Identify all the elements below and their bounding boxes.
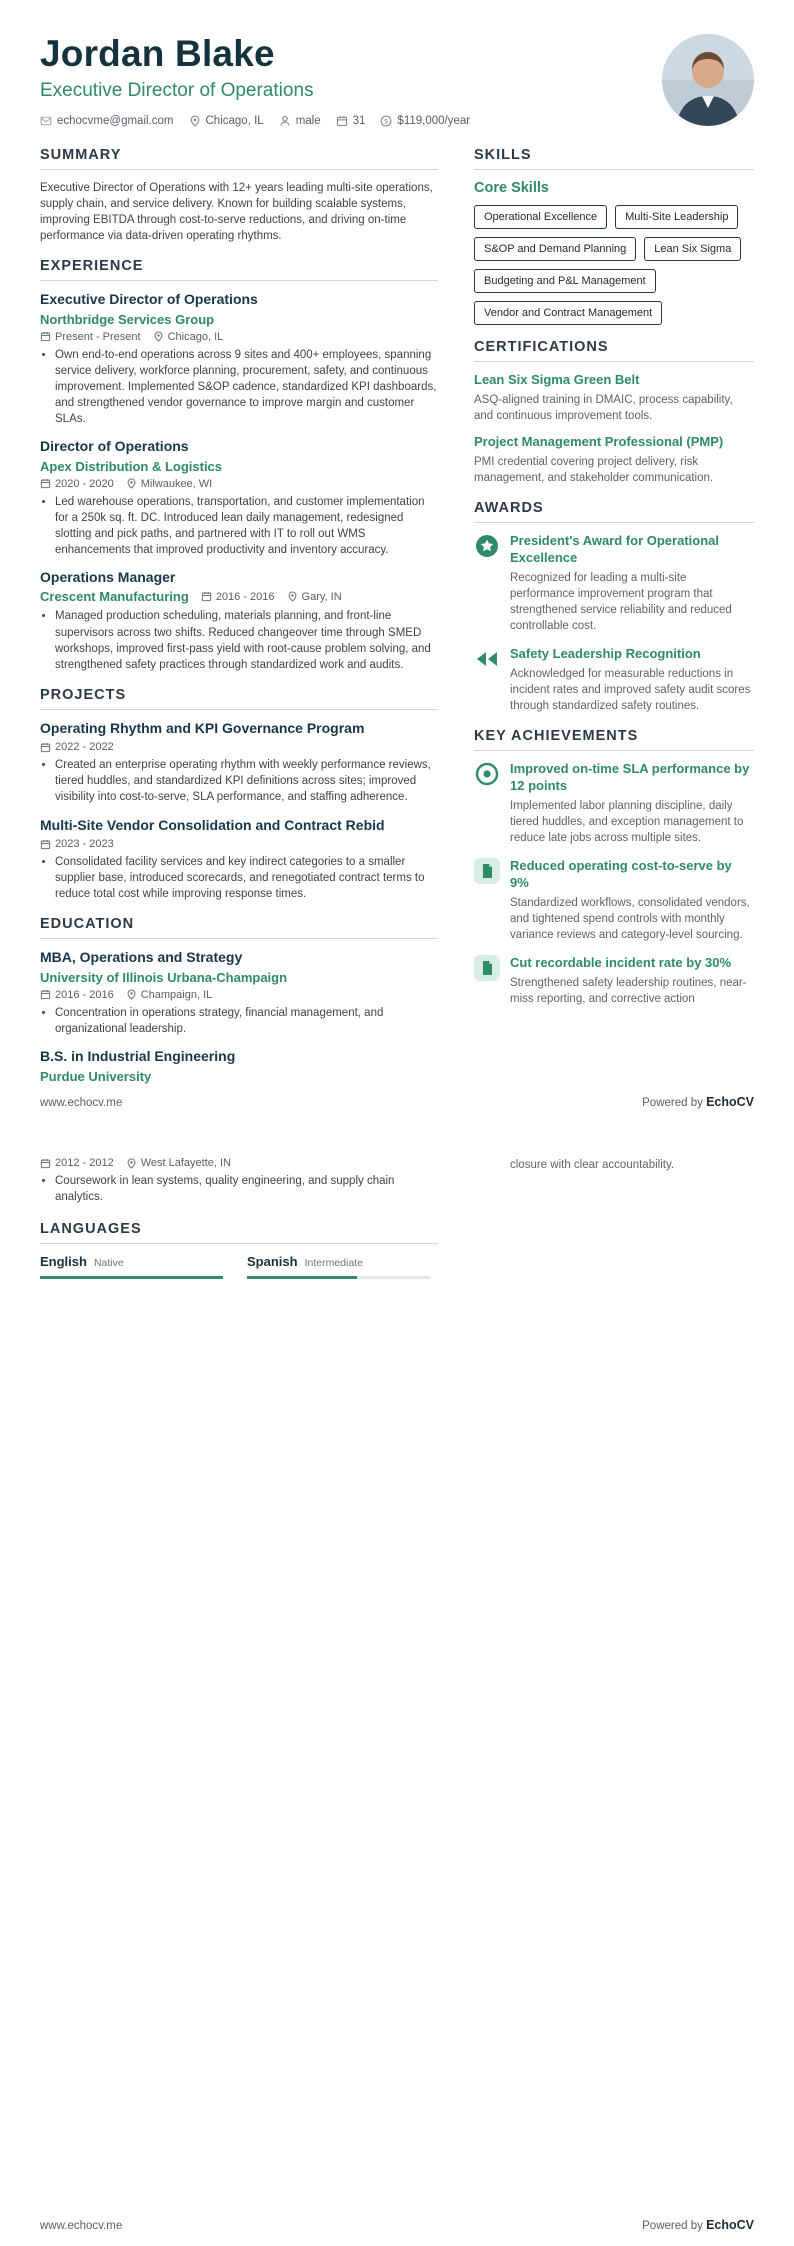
location-pin-icon (126, 478, 137, 489)
job-title: Operations Manager (40, 568, 176, 585)
project-entry (40, 817, 438, 903)
project-bullet: • Created an enterprise operating rhythm with weekly performance reviews, tiered huddles, and standardized KPI definitions across sites; improved visibility into cost-to-serve, SLA performance, and staffing adherence. (55, 757, 438, 805)
contact-location-text: Chicago, IL (205, 114, 264, 127)
contact-age-text: 31 (352, 114, 366, 127)
footer-powered (642, 1095, 754, 1109)
section-certifications (474, 339, 754, 486)
achievement-entry (474, 955, 754, 1007)
experience-entry (40, 438, 438, 558)
contact-location (189, 115, 264, 127)
company-name: Northbridge Services Group (40, 311, 215, 327)
languages-grid (40, 1254, 438, 1279)
section-key-achievements (474, 728, 754, 1007)
education-section-title: EDUCATION (40, 916, 438, 939)
profile-photo-image (662, 34, 754, 126)
skills-section-title: SKILLS (474, 147, 754, 170)
project-dates-text: 2023 - 2023 (55, 838, 114, 851)
candidate-name: Jordan Blake (40, 33, 275, 74)
section-summary (40, 147, 438, 244)
certification-desc: PMI credential covering project delivery, risk management, and stakeholder communication. (474, 455, 714, 484)
summary-section-title: SUMMARY (40, 147, 438, 170)
education-location (126, 989, 213, 1001)
education-entry (40, 949, 438, 1037)
calendar-icon (40, 1158, 51, 1169)
education-dates (40, 989, 114, 1001)
achievement-title: Cut recordable incident rate by 30% (510, 955, 732, 971)
company-name: Crescent Manufacturing (40, 589, 189, 605)
job-location (126, 478, 213, 490)
footer-site-link[interactable]: www.echocv.me (40, 2220, 123, 2232)
job-dates-text: 2020 - 2020 (55, 477, 114, 490)
certification-name: Lean Six Sigma Green Belt (474, 371, 640, 387)
certification-name: Project Management Professional (PMP) (474, 433, 724, 449)
language-name: Spanish (247, 1254, 298, 1270)
certification-entry (474, 434, 754, 486)
experience-entry (40, 291, 438, 427)
contact-email[interactable] (40, 115, 174, 127)
achievement-title: Reduced operating cost-to-serve by 9% (510, 858, 732, 891)
person-icon (279, 115, 291, 127)
project-entry (40, 720, 438, 806)
footer-powered (642, 2218, 754, 2232)
job-bullet: • Led warehouse operations, transportation, and customer implementation for a 250k sq. ft. DC. Introduced lean daily management, redesigned slotting and pick paths, and partnered with IT to roll out WMS enhancements that improved productivity and inventory accuracy. (55, 494, 438, 558)
header-info (40, 34, 470, 127)
job-bullet: • Managed production scheduling, materials planning, and front-line supervisors across two shifts. Reduced changeover time through SMED workshops, improved first-pass yield with root-cause problem solving, and strengthened safety practices through standardized work and audits. (55, 608, 438, 672)
contact-salary (380, 115, 470, 127)
education-entry-continued (40, 1157, 438, 1205)
education-location-text: West Lafayette, IN (140, 1157, 232, 1169)
award-desc: Acknowledged for measurable reductions in incident rates and improved safety audit scores through standardized safety routines. (510, 667, 751, 713)
medal-icon (474, 533, 500, 559)
job-bullets (40, 608, 438, 672)
footer-powered-prefix: Powered by (642, 2220, 703, 2232)
education-location-text: Champaign, IL (140, 988, 213, 1001)
awards-section-title: AWARDS (474, 500, 754, 523)
resume-page-2 (0, 1123, 794, 2246)
language-entry (247, 1254, 430, 1279)
certifications-section-title: CERTIFICATIONS (474, 339, 754, 362)
location-pin-icon (126, 1158, 137, 1169)
skill-chip: Budgeting and P&L Management (474, 269, 656, 293)
job-location (287, 591, 342, 603)
project-dates-text: 2022 - 2022 (55, 741, 114, 754)
projects-section-title: PROJECTS (40, 687, 438, 710)
language-proficiency-fill (247, 1276, 357, 1279)
project-bullets (40, 854, 438, 902)
education-location (126, 1157, 231, 1169)
email-icon (40, 115, 52, 127)
target-icon (474, 761, 500, 787)
content-columns (40, 147, 754, 1098)
project-dates (40, 741, 114, 753)
job-bullets (40, 494, 438, 558)
achievement-desc-continuation: closure with clear accountability. (510, 1159, 675, 1171)
calendar-icon (40, 989, 51, 1000)
experience-section-title: EXPERIENCE (40, 258, 438, 281)
skill-chip: Lean Six Sigma (644, 237, 741, 261)
calendar-icon (40, 478, 51, 489)
education-dates-text: 2012 - 2012 (55, 1157, 114, 1169)
experience-entry (40, 569, 438, 673)
award-title: President's Award for Operational Excellence (510, 532, 719, 565)
achievement-desc: Implemented labor planning discipline, daily tiered huddles, and exception management to reduce late jobs across multiple sites. (510, 799, 744, 845)
section-skills (474, 147, 754, 325)
footer-powered-prefix: Powered by (642, 1097, 703, 1109)
summary-text: Executive Director of Operations with 12+ years leading multi-site operations, supply chain, and service delivery. Known for building scalable systems, improving EBITDA through cost-to-serve reductions, and driving on-time performance via data-driven operating rhythms. (40, 181, 433, 242)
contact-gender (279, 115, 321, 127)
location-pin-icon (287, 591, 298, 602)
header (40, 34, 754, 127)
section-languages (40, 1221, 438, 1279)
award-desc: Recognized for leading a multi-site performance improvement program that strengthened service reliability and reduced controllable cost. (510, 571, 732, 632)
contact-email-text: echocvme@gmail.com (57, 114, 174, 127)
content-columns (40, 1157, 754, 1293)
calendar-icon (336, 115, 348, 127)
contact-row (40, 115, 470, 127)
job-location-text: Milwaukee, WI (140, 477, 213, 490)
job-location-text: Chicago, IL (167, 330, 224, 343)
languages-section-title: LANGUAGES (40, 1221, 438, 1244)
svg-text:$: $ (384, 117, 389, 125)
achievement-entry (474, 761, 754, 846)
job-meta (40, 478, 438, 490)
left-column (40, 1157, 438, 1293)
job-title: Director of Operations (40, 438, 189, 455)
language-proficiency-bar (40, 1276, 223, 1279)
skill-chip: Operational Excellence (474, 205, 607, 229)
certification-desc: ASQ-aligned training in DMAIC, process capability, and continuous improvement tools. (474, 393, 733, 422)
job-dates (40, 331, 141, 343)
language-level: Native (93, 1257, 124, 1270)
job-meta (40, 331, 438, 343)
school-name: Purdue University (40, 1068, 152, 1084)
language-head (40, 1254, 223, 1269)
project-bullet: • Consolidated facility services and key indirect categories to a smaller supplier base, introduced scorecards, and renegotiated contract terms to reduce total cost while improving response times. (55, 854, 438, 902)
award-content (510, 646, 754, 714)
section-education (40, 916, 438, 1083)
job-dates (40, 478, 114, 490)
education-bullet: • Concentration in operations strategy, financial management, and organizational leadership. (55, 1005, 438, 1037)
achievement-title: Improved on-time SLA performance by 12 points (510, 761, 750, 794)
skill-chip: Multi-Site Leadership (615, 205, 738, 229)
job-dates-text: 2016 - 2016 (215, 590, 275, 603)
skills-group-title: Core Skills (474, 179, 549, 196)
project-meta (40, 741, 438, 753)
achievement-content (510, 858, 754, 943)
job-bullets (40, 347, 438, 427)
education-dates (40, 1157, 114, 1169)
section-projects (40, 687, 438, 903)
calendar-icon (40, 742, 51, 753)
job-location (153, 331, 224, 343)
achievement-desc: Standardized workflows, consolidated vendors, and tightened spend controls with monthly variance reviews and category-level sourcing. (510, 897, 750, 942)
language-level: Intermediate (304, 1257, 363, 1270)
project-meta (40, 838, 438, 850)
skill-chip: S&OP and Demand Planning (474, 237, 636, 261)
brand-echocv[interactable]: EchoCV (706, 2218, 754, 2232)
job-location-text: Gary, IN (301, 590, 342, 603)
education-dates-text: 2016 - 2016 (55, 988, 114, 1001)
job-meta (40, 589, 438, 604)
profile-photo (662, 34, 754, 126)
skill-chip: Vendor and Contract Management (474, 301, 662, 325)
skill-chips (474, 205, 754, 325)
location-pin-icon (126, 989, 137, 1000)
calendar-icon (40, 331, 51, 342)
contact-age (336, 115, 366, 127)
contact-salary-text: $119,000/year (397, 114, 471, 127)
location-pin-icon (189, 115, 201, 127)
report-document-icon (474, 955, 500, 981)
job-bullet: • Own end-to-end operations across 9 sites and 400+ employees, spanning service delivery, workforce planning, procurement, safety, and continuous improvement. Implemented S&OP cadence, standardized KPI dashboards, and strengthened vendor governance to improve margin and customer SLAs. (55, 347, 438, 427)
language-head (247, 1254, 430, 1269)
project-bullets (40, 757, 438, 805)
calendar-icon (201, 591, 212, 602)
achievement-content (510, 761, 754, 846)
achievement-content (510, 955, 754, 1007)
project-title: Multi-Site Vendor Consolidation and Contract Rebid (40, 816, 385, 833)
right-column (474, 1157, 754, 1293)
education-bullets (40, 1173, 438, 1205)
job-title: Executive Director of Operations (40, 291, 258, 308)
key-achievements-section-title: KEY ACHIEVEMENTS (474, 728, 754, 751)
degree-title: B.S. in Industrial Engineering (40, 1048, 236, 1065)
school-name: University of Illinois Urbana-Champaign (40, 969, 288, 985)
section-awards (474, 500, 754, 714)
education-entry (40, 1048, 438, 1084)
degree-title: MBA, Operations and Strategy (40, 949, 243, 966)
language-proficiency-bar (247, 1276, 430, 1279)
job-dates (201, 591, 275, 603)
footer-site-link[interactable]: www.echocv.me (40, 1097, 123, 1109)
brand-echocv[interactable]: EchoCV (706, 1095, 754, 1109)
location-pin-icon (153, 331, 164, 342)
page-footer (40, 2218, 754, 2232)
award-entry (474, 646, 754, 714)
left-column (40, 147, 438, 1098)
education-bullet: • Coursework in lean systems, quality engineering, and supply chain analytics. (55, 1173, 438, 1205)
education-bullets (40, 1005, 438, 1037)
company-name: Apex Distribution & Logistics (40, 458, 223, 474)
salary-dollar-icon (380, 115, 392, 127)
report-document-icon (474, 858, 500, 884)
education-meta (40, 1157, 438, 1169)
certification-entry (474, 372, 754, 424)
page-footer (40, 1095, 754, 1109)
right-column (474, 147, 754, 1098)
education-meta (40, 989, 438, 1001)
language-proficiency-fill (40, 1276, 223, 1279)
award-content (510, 533, 754, 634)
section-experience (40, 258, 438, 673)
contact-gender-text: male (295, 114, 321, 127)
award-entry (474, 533, 754, 634)
project-title: Operating Rhythm and KPI Governance Program (40, 719, 365, 736)
candidate-job-title: Executive Director of Operations (40, 79, 314, 101)
project-dates (40, 838, 114, 850)
award-title: Safety Leadership Recognition (510, 646, 701, 661)
job-dates-text: Present - Present (55, 330, 141, 343)
language-entry (40, 1254, 223, 1279)
achievement-entry (474, 858, 754, 943)
ribbon-badge-icon (474, 646, 500, 672)
language-name: English (40, 1254, 87, 1270)
achievement-desc: Strengthened safety leadership routines, near-miss reporting, and corrective action (510, 977, 747, 1006)
calendar-icon (40, 839, 51, 850)
